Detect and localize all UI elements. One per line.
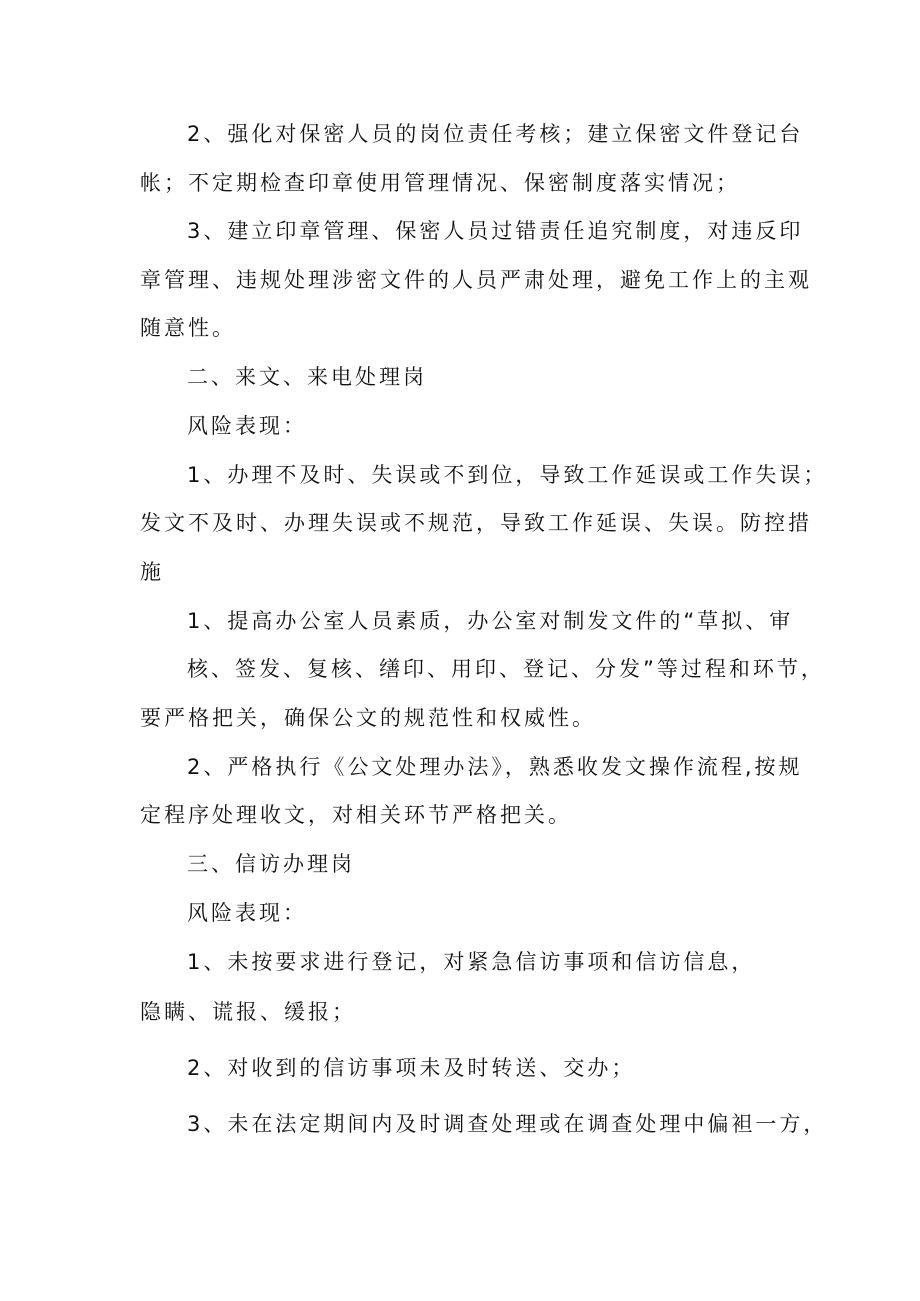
text-line: 1、办理不及时、失误或不到位，导致工作延误或工作失误；: [187, 463, 828, 487]
text-line: 3、未在法定期间内及时调查处理或在调查处理中偏袒一方，: [187, 1112, 828, 1136]
text-line: 帐；不定期检查印章使用管理情况、保密制度落实情况；: [140, 171, 740, 195]
text-line: 2、强化对保密人员的岗位责任考核；建立保密文件登记台: [187, 122, 804, 146]
text-line: 2、严格执行《公文处理办法》，熟悉收发文操作流程,按规: [187, 755, 803, 779]
text-line: 1、提高办公室人员素质，办公室对制发文件的“草拟、审: [187, 609, 794, 633]
text-line: 章管理、违规处理涉密文件的人员严肃处理，避免工作上的主观: [140, 268, 812, 292]
text-line: 随意性。: [140, 316, 236, 340]
text-line: 要严格把关，确保公文的规范性和权威性。: [140, 706, 596, 730]
text-line: 施: [140, 560, 164, 584]
text-line: 发文不及时、办理失误或不规范，导致工作延误、失误。防控措: [140, 511, 812, 535]
text-line: 定程序处理收文，对相关环节严格把关。: [140, 803, 572, 827]
section-heading: 三、信访办理岗: [187, 852, 355, 876]
text-line: 1、未按要求进行登记，对紧急信访事项和信访信息，: [187, 950, 756, 974]
text-line: 风险表现：: [187, 901, 307, 925]
text-line: 2、对收到的信访事项未及时转送、交办；: [187, 1056, 636, 1080]
text-line: 风险表现：: [187, 414, 307, 438]
text-line: 核、签发、复核、缮印、用印、登记、分发”等过程和环节，: [187, 657, 825, 681]
section-heading: 二、来文、来电处理岗: [187, 365, 427, 389]
text-line: 3、建立印章管理、保密人员过错责任追究制度，对违反印: [187, 219, 804, 243]
text-line: 隐瞒、谎报、缓报；: [140, 1000, 356, 1024]
